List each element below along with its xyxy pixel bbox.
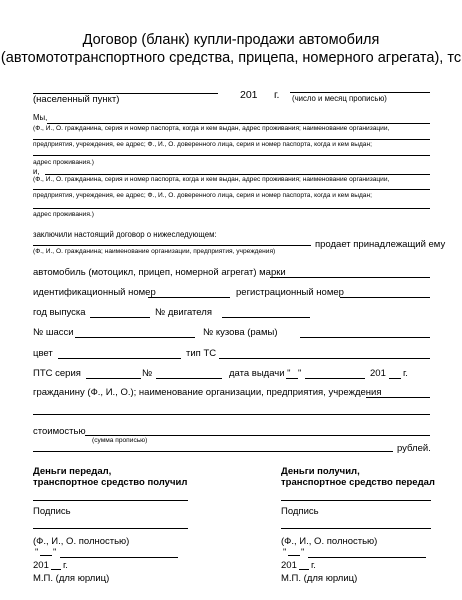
left-year: 201: [33, 560, 49, 571]
engine-label: № двигателя: [155, 307, 212, 318]
issue-month-field[interactable]: [305, 378, 365, 379]
party1-prefix: Мы,: [33, 113, 48, 122]
party1-field[interactable]: [47, 123, 430, 124]
right-quote-open: ": [283, 547, 287, 558]
party2-caption-3: адрес проживания.): [33, 211, 94, 218]
date-caption: (число и месяц прописью): [292, 94, 387, 103]
date-year-suffix: г.: [274, 89, 280, 101]
vin-field[interactable]: [148, 297, 230, 298]
party1-caption-3: адрес проживания.): [33, 159, 94, 166]
left-heading-1: Деньги передал,: [33, 466, 112, 477]
left-sign-line[interactable]: [33, 500, 188, 501]
party2-prefix: и,: [33, 167, 40, 176]
left-day-field[interactable]: [40, 555, 52, 556]
type-label: тип ТС: [186, 348, 217, 359]
model-field[interactable]: [270, 277, 430, 278]
reg-field[interactable]: [340, 297, 430, 298]
price-label: стоимостью: [33, 426, 86, 437]
pts-no-label: №: [142, 368, 153, 379]
color-field[interactable]: [58, 358, 181, 359]
place-caption: (населенный пункт): [33, 94, 120, 105]
party2-line-2[interactable]: [33, 189, 430, 190]
left-heading-2: транспортное средство получил: [33, 477, 188, 488]
right-name-line[interactable]: [281, 528, 431, 529]
issue-label: дата выдачи ": [229, 368, 291, 379]
chassis-label: № шасси: [33, 327, 74, 338]
price-currency: рублей.: [397, 443, 431, 454]
body-field[interactable]: [300, 337, 430, 338]
price-field[interactable]: [85, 435, 430, 436]
year-field[interactable]: [90, 317, 150, 318]
party1-line-2[interactable]: [33, 139, 430, 140]
left-month-field[interactable]: [60, 557, 178, 558]
left-year-field[interactable]: [51, 569, 61, 570]
right-stamp: М.П. (для юрлиц): [281, 573, 358, 584]
left-sign-label: Подпись: [33, 506, 71, 517]
seller-field[interactable]: [33, 245, 311, 246]
right-heading-2: транспортное средство передал: [281, 477, 435, 488]
sells-text: продает принадлежащий ему: [315, 239, 446, 250]
chassis-field[interactable]: [75, 337, 195, 338]
price-caption: (сумма прописью): [92, 437, 148, 444]
left-name-label: (Ф., И., О. полностью): [33, 536, 130, 547]
pts-label: ПТС серия: [33, 368, 81, 379]
document-subtitle: (автомототранспортного средства, прицепа, номерного агрегата), тс: [0, 50, 462, 66]
right-sign-label: Подпись: [281, 506, 319, 517]
party1-caption-2: предприятия, учреждения, ее адрес; Ф., И., О. доверенного лица, серия и номер паспорта, когда и кем выдан;: [33, 141, 372, 148]
party2-line-3[interactable]: [33, 208, 430, 209]
party2-caption-2: предприятия, учреждения, ее адрес; Ф., И., О. доверенного лица, серия и номер паспорта, когда и кем выдан;: [33, 192, 372, 199]
party2-field[interactable]: [45, 174, 430, 175]
issue-day-field[interactable]: [286, 378, 298, 379]
party1-caption-1: (Ф., И., О. гражданина, серия и номер паспорта, когда и кем выдан, адрес проживания; наименование организации,: [33, 125, 390, 132]
price-line-2[interactable]: [33, 451, 393, 452]
right-sign-line[interactable]: [281, 500, 431, 501]
color-label: цвет: [33, 348, 53, 359]
buyer-field[interactable]: [366, 397, 430, 398]
type-field[interactable]: [219, 358, 430, 359]
issue-year: 201: [370, 368, 386, 379]
pts-series-field[interactable]: [86, 378, 141, 379]
party2-caption-1: (Ф., И., О. гражданина, серия и номер паспорта, когда и кем выдан, адрес проживания; наименование организации,: [33, 176, 390, 183]
right-year: 201: [281, 560, 297, 571]
buyer-label: гражданину (Ф., И., О.); наименование организации, предприятия, учреждения: [33, 387, 382, 398]
pts-number-field[interactable]: [156, 378, 222, 379]
right-heading-1: Деньги получил,: [281, 466, 360, 477]
body-label: № кузова (рамы): [203, 327, 278, 338]
issue-g: г.: [403, 368, 408, 379]
agreement-intro: заключили настоящий договор о нижеследующем:: [33, 230, 217, 239]
engine-field[interactable]: [222, 317, 310, 318]
right-name-label: (Ф., И., О. полностью): [281, 536, 378, 547]
right-day-field[interactable]: [288, 555, 300, 556]
vin-label: идентификационный номер: [33, 287, 156, 298]
left-quote-open: ": [35, 547, 39, 558]
right-year-field[interactable]: [299, 569, 309, 570]
issue-year-field[interactable]: [389, 378, 401, 379]
right-month-field[interactable]: [308, 557, 426, 558]
year-label: год выпуска: [33, 307, 86, 318]
reg-label: регистрационный номер: [236, 287, 344, 298]
left-year-g: г.: [63, 560, 68, 571]
date-year: 201: [240, 89, 258, 101]
right-year-g: г.: [311, 560, 316, 571]
party1-line-3[interactable]: [33, 155, 430, 156]
left-name-line[interactable]: [33, 528, 188, 529]
left-quote-close: ": [53, 547, 57, 558]
seller-caption: (Ф., И., О. гражданина; наименование организации, предприятия, учреждения): [33, 248, 276, 255]
issue-quote: ": [298, 368, 302, 379]
document-title: Договор (бланк) купли-продажи автомобиля: [82, 32, 380, 48]
buyer-line-2[interactable]: [33, 414, 430, 415]
date-field[interactable]: [290, 92, 430, 93]
left-stamp: М.П. (для юрлиц): [33, 573, 110, 584]
right-quote-close: ": [301, 547, 305, 558]
model-label: автомобиль (мотоцикл, прицеп, номерной агрегат) марки: [33, 267, 286, 278]
